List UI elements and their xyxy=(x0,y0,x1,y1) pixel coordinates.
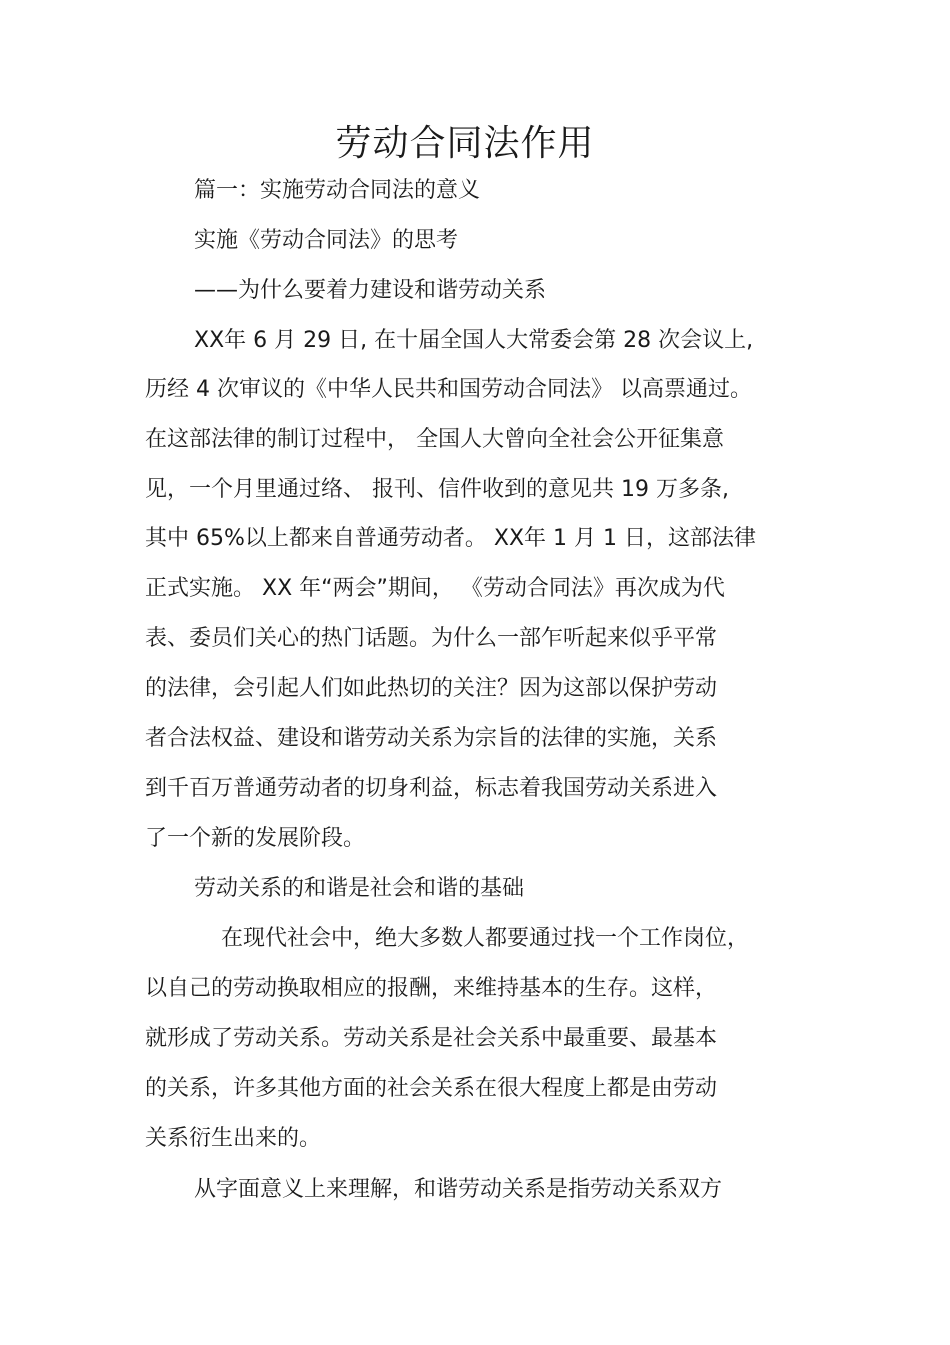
document-title: 劳动合同法作用 xyxy=(335,123,595,164)
article-subtitle: ——为什么要着力建设和谐劳动关系 xyxy=(194,278,547,303)
paragraph-line: XX年 6 月 29 日, 在十届全国人大常委会第 28 次会议上, xyxy=(194,328,754,353)
paragraph-line: 表、委员们关心的热门话题。为什么一部乍听起来似乎平常 xyxy=(145,626,718,651)
paragraph-line: 者合法权益、建设和谐劳动关系为宗旨的法律的实施，关系 xyxy=(145,726,718,751)
paragraph-line: 的关系，许多其他方面的社会关系在很大程度上都是由劳动 xyxy=(145,1076,718,1101)
paragraph-line: 从字面意义上来理解，和谐劳动关系是指劳动关系双方 xyxy=(194,1177,723,1202)
paragraph-line: 到千百万普通劳动者的切身利益，标志着我国劳动关系进入 xyxy=(145,776,718,801)
paragraph-line: 关系衍生出来的。 xyxy=(145,1126,322,1151)
section-heading: 篇一：实施劳动合同法的意义 xyxy=(194,178,481,203)
paragraph-line: 正式实施。 XX 年“两会”期间， 《劳动合同法》再次成为代 xyxy=(145,576,725,601)
paragraph-line: 的法律，会引起人们如此热切的关注？因为这部以保护劳动 xyxy=(145,676,718,701)
section-subheading: 劳动关系的和谐是社会和谐的基础 xyxy=(194,876,525,901)
paragraph-line: 历经 4 次审议的《中华人民共和国劳动合同法》 以高票通过。 xyxy=(145,377,752,402)
paragraph-line: 以自己的劳动换取相应的报酬，来维持基本的生存。这样， xyxy=(145,976,718,1001)
paragraph-line: 见，一个月里通过络、 报刊、信件收到的意见共 19 万多条, xyxy=(145,477,729,502)
article-title: 实施《劳动合同法》的思考 xyxy=(194,228,459,253)
paragraph-line: 在这部法律的制订过程中， 全国人大曾向全社会公开征集意 xyxy=(145,427,724,452)
paragraph-line: 了一个新的发展阶段。 xyxy=(145,826,366,851)
paragraph-line: 在现代社会中，绝大多数人都要通过找一个工作岗位， xyxy=(221,926,750,951)
paragraph-line: 就形成了劳动关系。劳动关系是社会关系中最重要、最基本 xyxy=(145,1026,718,1051)
paragraph-line: 其中 65%以上都来自普通劳动者。 XX年 1 月 1 日，这部法律 xyxy=(145,526,756,551)
